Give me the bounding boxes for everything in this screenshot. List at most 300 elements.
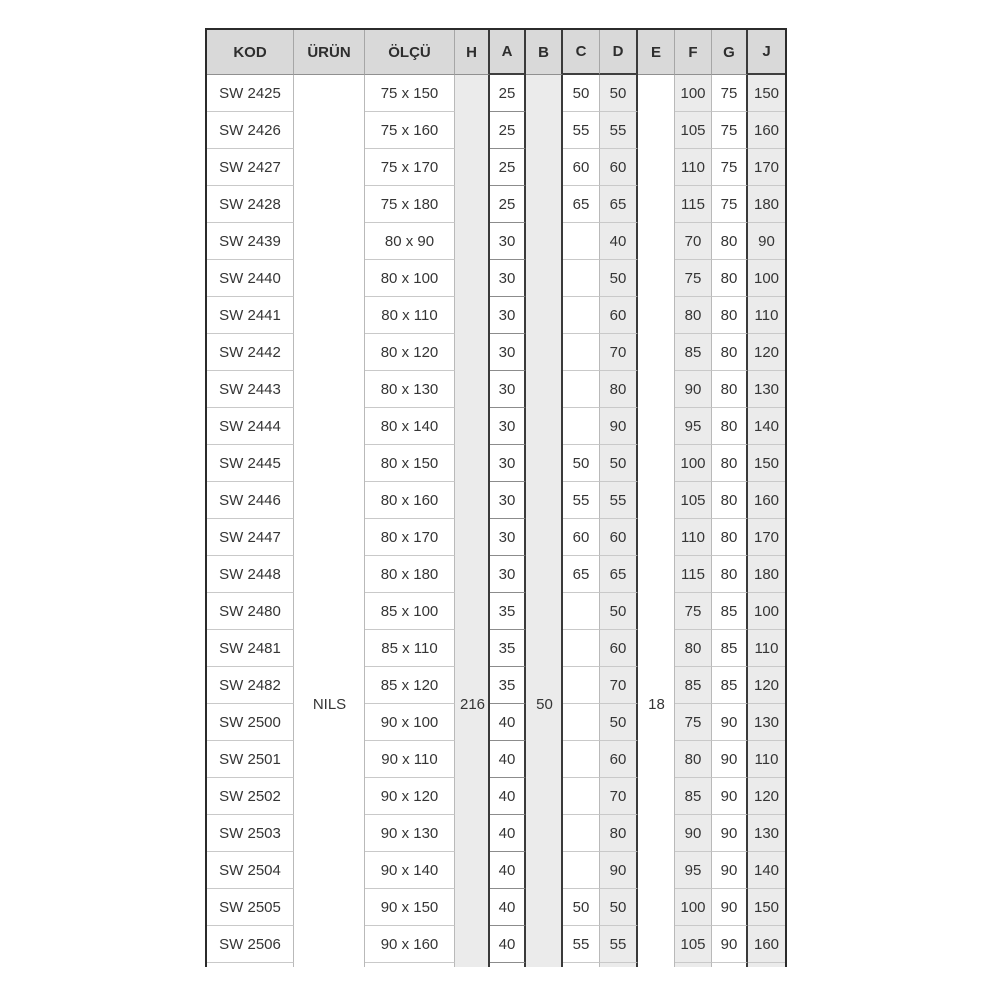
- cell-b-spacer: [526, 149, 563, 186]
- cell-b-spacer: [526, 889, 563, 926]
- cell-h-spacer: [455, 630, 490, 667]
- cell-b-spacer: [526, 223, 563, 260]
- cell-b-spacer: [526, 75, 563, 112]
- cell-h-spacer: [455, 75, 490, 112]
- cell-urun-spacer: [294, 519, 365, 556]
- merged-cell-e-value: 18: [648, 695, 665, 713]
- cell-c: 60: [563, 149, 600, 186]
- cell-j: 100: [748, 260, 785, 297]
- cell-e-spacer: [638, 593, 675, 630]
- cell-b-spacer: [526, 297, 563, 334]
- table-row: [207, 297, 785, 334]
- cell-j: 170: [748, 519, 785, 556]
- cell-d: 50: [600, 593, 638, 630]
- cell-c: [563, 778, 600, 815]
- cell-a: 30: [490, 334, 526, 371]
- cell-j: 110: [748, 297, 785, 334]
- cell-urun-spacer: [294, 630, 365, 667]
- cell-b-spacer: [526, 778, 563, 815]
- cell-a: 25: [490, 186, 526, 223]
- cell-c: 55: [563, 112, 600, 149]
- cell-d: 65: [600, 186, 638, 223]
- cell-e-spacer: [638, 223, 675, 260]
- cell-j: 180: [748, 186, 785, 223]
- cell-d: 70: [600, 778, 638, 815]
- cell-a: 40: [490, 926, 526, 963]
- cell-a: 30: [490, 519, 526, 556]
- column-header-olcu: ÖLÇÜ: [365, 30, 455, 75]
- cell-urun-spacer: [294, 75, 365, 112]
- cell-h-spacer: [455, 815, 490, 852]
- cell-f: 95: [675, 408, 712, 445]
- cell-b-spacer: [526, 741, 563, 778]
- cell-kod: SW 2441: [207, 297, 294, 334]
- table-row: [207, 519, 785, 556]
- cell-f: 100: [675, 445, 712, 482]
- cell-b-spacer: [526, 852, 563, 889]
- cell-g: 75: [712, 112, 748, 149]
- table-row: [207, 852, 785, 889]
- cell-e-spacer: [638, 260, 675, 297]
- cell-f: 95: [675, 852, 712, 889]
- cell-urun-spacer: [294, 741, 365, 778]
- cell-olcu: 80 x 100: [365, 260, 455, 297]
- column-header-kod: KOD: [207, 30, 294, 75]
- cell-g: 90: [712, 704, 748, 741]
- cell-kod: SW 2505: [207, 889, 294, 926]
- cell-olcu: 75 x 150: [365, 75, 455, 112]
- column-header-d: D: [600, 30, 638, 75]
- cell-d: 60: [600, 149, 638, 186]
- cell-h-spacer: [455, 260, 490, 297]
- cell-c: [563, 371, 600, 408]
- cell-urun-spacer: [294, 334, 365, 371]
- cell-urun-spacer: [294, 593, 365, 630]
- merged-cell-urun-value: NILS: [312, 695, 347, 713]
- cell-g: 80: [712, 556, 748, 593]
- cell-olcu: 80 x 90: [365, 223, 455, 260]
- cell-d: 55: [600, 926, 638, 963]
- cell-kod: SW 2446: [207, 482, 294, 519]
- cell-e-spacer: [638, 889, 675, 926]
- cell-d: 55: [600, 112, 638, 149]
- table-rows: [207, 75, 785, 963]
- cell-e-spacer: [638, 630, 675, 667]
- cell-j: 100: [748, 593, 785, 630]
- cell-j: 140: [748, 852, 785, 889]
- cell-h-spacer: [455, 482, 490, 519]
- cell-olcu: 90 x 110: [365, 741, 455, 778]
- cell-urun-spacer: [294, 149, 365, 186]
- cell-c: [563, 334, 600, 371]
- cell-urun-spacer: [294, 112, 365, 149]
- cell-urun-spacer: [294, 482, 365, 519]
- table-row: [207, 149, 785, 186]
- cell-e-spacer: [638, 149, 675, 186]
- cell-c: [563, 667, 600, 704]
- table-row: [207, 926, 785, 963]
- cell-urun-spacer: [294, 778, 365, 815]
- cell-a: 30: [490, 556, 526, 593]
- cell-e-spacer: [638, 815, 675, 852]
- cell-a: 30: [490, 260, 526, 297]
- cell-f: 105: [675, 482, 712, 519]
- cell-h-spacer: [455, 593, 490, 630]
- cell-urun-spacer: [294, 223, 365, 260]
- cell-a: 30: [490, 371, 526, 408]
- cell-f: 110: [675, 149, 712, 186]
- cell-urun-spacer: [294, 926, 365, 963]
- cell-a: 25: [490, 149, 526, 186]
- cell-j: 170: [748, 149, 785, 186]
- cell-a: 25: [490, 75, 526, 112]
- cell-c: 55: [563, 926, 600, 963]
- cell-olcu: 80 x 170: [365, 519, 455, 556]
- cell-b-spacer: [526, 260, 563, 297]
- cell-b-spacer: [526, 926, 563, 963]
- cell-g: 90: [712, 815, 748, 852]
- cell-f: 75: [675, 704, 712, 741]
- size-table: [205, 28, 787, 967]
- cell-g: 75: [712, 75, 748, 112]
- cell-h-spacer: [455, 186, 490, 223]
- cell-e-spacer: [638, 778, 675, 815]
- table-row: [207, 778, 785, 815]
- table-row: [207, 186, 785, 223]
- cell-j: 130: [748, 704, 785, 741]
- cell-urun-spacer: [294, 260, 365, 297]
- cell-b-spacer: [526, 630, 563, 667]
- cell-g: 80: [712, 519, 748, 556]
- cell-e-spacer: [638, 408, 675, 445]
- cell-f: 80: [675, 741, 712, 778]
- cell-d: 70: [600, 667, 638, 704]
- table-row: [207, 445, 785, 482]
- cell-a: 40: [490, 852, 526, 889]
- cell-olcu: 80 x 150: [365, 445, 455, 482]
- cell-g: 80: [712, 334, 748, 371]
- cell-j: 130: [748, 815, 785, 852]
- cell-d: 90: [600, 852, 638, 889]
- cell-h-spacer: [455, 519, 490, 556]
- cell-d: 50: [600, 260, 638, 297]
- cell-kod: SW 2428: [207, 186, 294, 223]
- cell-c: [563, 704, 600, 741]
- cell-urun-spacer: [294, 408, 365, 445]
- cell-kod: SW 2448: [207, 556, 294, 593]
- cell-j: 110: [748, 741, 785, 778]
- cell-a: 40: [490, 889, 526, 926]
- cell-b-spacer: [526, 519, 563, 556]
- cell-e-spacer: [638, 482, 675, 519]
- cell-b-spacer: [526, 408, 563, 445]
- cell-c: 65: [563, 186, 600, 223]
- cell-j: 150: [748, 445, 785, 482]
- cell-olcu: 85 x 110: [365, 630, 455, 667]
- cell-olcu: 80 x 160: [365, 482, 455, 519]
- cell-f: 85: [675, 667, 712, 704]
- table-row: [207, 630, 785, 667]
- column-header-j: J: [748, 30, 785, 75]
- cell-g: 80: [712, 260, 748, 297]
- cell-b-spacer: [526, 186, 563, 223]
- cell-d: 80: [600, 815, 638, 852]
- cell-f: 110: [675, 519, 712, 556]
- cell-kod: SW 2426: [207, 112, 294, 149]
- cell-c: [563, 852, 600, 889]
- cell-f: 75: [675, 260, 712, 297]
- cell-b-spacer: [526, 334, 563, 371]
- cell-g: 75: [712, 149, 748, 186]
- cell-d: 60: [600, 630, 638, 667]
- column-header-h: H: [455, 30, 490, 75]
- cell-urun-spacer: [294, 889, 365, 926]
- cell-b-spacer: [526, 556, 563, 593]
- cell-e-spacer: [638, 519, 675, 556]
- cell-olcu: 90 x 100: [365, 704, 455, 741]
- table-row: [207, 741, 785, 778]
- cell-f: 105: [675, 926, 712, 963]
- cell-kod: SW 2480: [207, 593, 294, 630]
- cell-g: 90: [712, 889, 748, 926]
- cell-olcu: 85 x 120: [365, 667, 455, 704]
- merged-cell-b-value: 50: [536, 695, 553, 713]
- cell-g: 80: [712, 482, 748, 519]
- cell-j: 110: [748, 630, 785, 667]
- column-header-e: E: [638, 30, 675, 75]
- cell-kod: SW 2444: [207, 408, 294, 445]
- cell-f: 80: [675, 297, 712, 334]
- cell-c: [563, 815, 600, 852]
- cell-a: 35: [490, 667, 526, 704]
- table-row: [207, 223, 785, 260]
- cell-j: 150: [748, 889, 785, 926]
- cell-kod: SW 2427: [207, 149, 294, 186]
- cell-e-spacer: [638, 112, 675, 149]
- cell-urun-spacer: [294, 445, 365, 482]
- cell-j: 130: [748, 371, 785, 408]
- cell-h-spacer: [455, 371, 490, 408]
- cell-c: [563, 223, 600, 260]
- cell-olcu: 90 x 150: [365, 889, 455, 926]
- cell-h-spacer: [455, 445, 490, 482]
- table-row: [207, 334, 785, 371]
- cell-olcu: 90 x 140: [365, 852, 455, 889]
- cell-g: 80: [712, 223, 748, 260]
- cell-a: 30: [490, 482, 526, 519]
- cell-olcu: 85 x 100: [365, 593, 455, 630]
- cell-h-spacer: [455, 334, 490, 371]
- cell-g: 85: [712, 593, 748, 630]
- cell-f: 90: [675, 371, 712, 408]
- column-header-c: C: [563, 30, 600, 75]
- cell-f: 75: [675, 593, 712, 630]
- cell-kod: SW 2502: [207, 778, 294, 815]
- cell-h-spacer: [455, 149, 490, 186]
- cell-c: 50: [563, 75, 600, 112]
- cell-g: 90: [712, 741, 748, 778]
- cell-olcu: 75 x 180: [365, 186, 455, 223]
- cell-c: 55: [563, 482, 600, 519]
- cell-j: 160: [748, 926, 785, 963]
- cell-j: 160: [748, 482, 785, 519]
- cell-f: 80: [675, 630, 712, 667]
- table-row: [207, 556, 785, 593]
- cell-c: 60: [563, 519, 600, 556]
- cell-urun-spacer: [294, 186, 365, 223]
- cell-olcu: 80 x 120: [365, 334, 455, 371]
- cell-g: 90: [712, 852, 748, 889]
- cell-f: 85: [675, 778, 712, 815]
- cell-c: 50: [563, 889, 600, 926]
- column-header-a: A: [490, 30, 526, 75]
- cell-a: 40: [490, 704, 526, 741]
- cell-h-spacer: [455, 889, 490, 926]
- cell-kod: SW 2425: [207, 75, 294, 112]
- cell-d: 60: [600, 519, 638, 556]
- cell-h-spacer: [455, 297, 490, 334]
- cell-d: 90: [600, 408, 638, 445]
- cell-e-spacer: [638, 445, 675, 482]
- cell-g: 90: [712, 778, 748, 815]
- cell-j: 120: [748, 778, 785, 815]
- cell-a: 40: [490, 741, 526, 778]
- cell-d: 50: [600, 75, 638, 112]
- cell-g: 85: [712, 667, 748, 704]
- cell-f: 115: [675, 186, 712, 223]
- cell-j: 150: [748, 75, 785, 112]
- cell-g: 80: [712, 408, 748, 445]
- table-row: [207, 260, 785, 297]
- cell-h-spacer: [455, 741, 490, 778]
- cell-h-spacer: [455, 852, 490, 889]
- cell-h-spacer: [455, 223, 490, 260]
- cell-j: 160: [748, 112, 785, 149]
- cell-e-spacer: [638, 741, 675, 778]
- cell-c: [563, 260, 600, 297]
- cell-olcu: 80 x 110: [365, 297, 455, 334]
- cell-f: 85: [675, 334, 712, 371]
- cell-d: 65: [600, 556, 638, 593]
- cell-kod: SW 2445: [207, 445, 294, 482]
- cell-olcu: 80 x 140: [365, 408, 455, 445]
- cell-d: 55: [600, 482, 638, 519]
- cell-b-spacer: [526, 112, 563, 149]
- cell-urun-spacer: [294, 297, 365, 334]
- cell-f: 70: [675, 223, 712, 260]
- cell-olcu: 75 x 160: [365, 112, 455, 149]
- cell-f: 100: [675, 75, 712, 112]
- table-row: [207, 482, 785, 519]
- cell-a: 25: [490, 112, 526, 149]
- cell-kod: SW 2447: [207, 519, 294, 556]
- table-row: [207, 408, 785, 445]
- cutoff-row-sliver: [207, 963, 785, 967]
- cell-kod: SW 2442: [207, 334, 294, 371]
- cell-j: 180: [748, 556, 785, 593]
- cell-j: 140: [748, 408, 785, 445]
- cell-d: 70: [600, 334, 638, 371]
- cell-d: 50: [600, 889, 638, 926]
- cell-kod: SW 2503: [207, 815, 294, 852]
- cell-g: 75: [712, 186, 748, 223]
- cell-d: 40: [600, 223, 638, 260]
- table-row: [207, 75, 785, 112]
- cell-g: 80: [712, 297, 748, 334]
- column-header-f: F: [675, 30, 712, 75]
- cell-c: [563, 630, 600, 667]
- cell-c: [563, 741, 600, 778]
- cell-a: 30: [490, 223, 526, 260]
- cell-d: 60: [600, 741, 638, 778]
- cell-a: 35: [490, 630, 526, 667]
- table-row: [207, 371, 785, 408]
- cell-e-spacer: [638, 297, 675, 334]
- table-row: [207, 815, 785, 852]
- cell-olcu: 90 x 120: [365, 778, 455, 815]
- cell-urun-spacer: [294, 815, 365, 852]
- cell-e-spacer: [638, 852, 675, 889]
- cell-a: 35: [490, 593, 526, 630]
- cell-olcu: 80 x 130: [365, 371, 455, 408]
- table-body: [207, 75, 785, 967]
- table-row: [207, 889, 785, 926]
- cell-kod: SW 2504: [207, 852, 294, 889]
- column-header-urun: ÜRÜN: [294, 30, 365, 75]
- cell-g: 90: [712, 926, 748, 963]
- cell-b-spacer: [526, 482, 563, 519]
- column-header-b: B: [526, 30, 563, 75]
- cell-j: 120: [748, 667, 785, 704]
- cell-e-spacer: [638, 75, 675, 112]
- table-row: [207, 112, 785, 149]
- cell-kod: SW 2440: [207, 260, 294, 297]
- cell-kod: SW 2443: [207, 371, 294, 408]
- cell-urun-spacer: [294, 371, 365, 408]
- cell-h-spacer: [455, 408, 490, 445]
- cell-a: 30: [490, 408, 526, 445]
- cell-kod: SW 2439: [207, 223, 294, 260]
- cell-g: 80: [712, 371, 748, 408]
- cell-h-spacer: [455, 556, 490, 593]
- cell-c: 50: [563, 445, 600, 482]
- cell-a: 40: [490, 778, 526, 815]
- cell-d: 50: [600, 445, 638, 482]
- cell-c: [563, 408, 600, 445]
- cell-d: 80: [600, 371, 638, 408]
- cell-f: 115: [675, 556, 712, 593]
- cell-kod: SW 2501: [207, 741, 294, 778]
- table-row: [207, 593, 785, 630]
- cell-d: 60: [600, 297, 638, 334]
- cell-c: [563, 593, 600, 630]
- table-header-row: [207, 30, 785, 75]
- cell-g: 80: [712, 445, 748, 482]
- cell-d: 50: [600, 704, 638, 741]
- cell-urun-spacer: [294, 556, 365, 593]
- cell-e-spacer: [638, 556, 675, 593]
- cell-e-spacer: [638, 334, 675, 371]
- cell-f: 90: [675, 815, 712, 852]
- cell-b-spacer: [526, 371, 563, 408]
- cell-h-spacer: [455, 778, 490, 815]
- cell-urun-spacer: [294, 852, 365, 889]
- cell-f: 100: [675, 889, 712, 926]
- column-header-g: G: [712, 30, 748, 75]
- cell-c: [563, 297, 600, 334]
- cell-b-spacer: [526, 593, 563, 630]
- cell-olcu: 80 x 180: [365, 556, 455, 593]
